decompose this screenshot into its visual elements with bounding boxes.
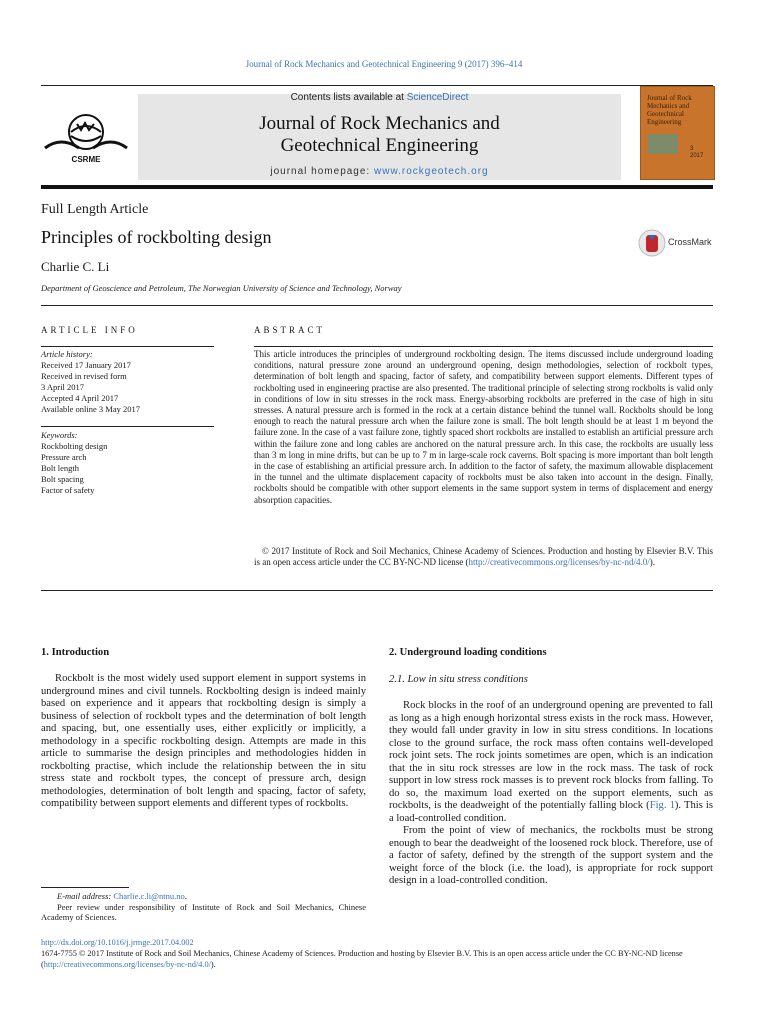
csrme-logo-icon xyxy=(41,110,131,166)
history-item: Received in revised form xyxy=(41,371,127,381)
article-info-rule xyxy=(41,346,214,347)
email-end: . xyxy=(184,891,187,901)
copyright-end: ). xyxy=(649,557,655,568)
history-item: 3 April 2017 xyxy=(41,382,84,392)
article-history xyxy=(41,349,214,415)
article-head-rule xyxy=(41,305,713,306)
footnote xyxy=(41,891,366,923)
author-email-link[interactable]: Charlie.c.li@ntnu.no xyxy=(113,891,185,901)
keywords-label: Keywords: xyxy=(41,430,78,440)
fig1-link[interactable]: Fig. 1 xyxy=(649,800,675,811)
history-item: Received 17 January 2017 xyxy=(41,360,131,370)
section1-body xyxy=(41,673,366,811)
history-item: Available online 3 May 2017 xyxy=(41,404,140,414)
cover-issue xyxy=(690,146,703,160)
bottom-info xyxy=(41,938,713,970)
abstract-rule xyxy=(254,346,713,347)
homepage-link[interactable]: www.rockgeotech.org xyxy=(374,166,489,177)
journal-title-line2: Geotechnical Engineering xyxy=(280,135,479,156)
doi-link[interactable]: http://dx.doi.org/10.1016/j.jrmge.2017.04.002 xyxy=(41,938,194,947)
header-rule-top xyxy=(41,85,713,86)
bottom-license-end: ). xyxy=(210,959,216,969)
section2-body xyxy=(389,700,713,888)
bottom-license-link[interactable]: http://creativecommons.org/licenses/by-nc-nd/4.0/ xyxy=(43,959,211,969)
homepage-line xyxy=(138,166,621,177)
article-author: Charlie C. Li xyxy=(41,259,110,274)
bottom-license-text: 1674-7755 © 2017 Institute of Rock and Soil Mechanics, Chinese Academy of Sciences. Production and hosting by Elsevier B.V. This is an open access article under the CC BY-NC-ND license ( xyxy=(41,948,683,969)
header-rule-thick xyxy=(41,185,713,189)
section2-paragraph-2: From the point of view of mechanics, the rockbolts must be strong enough to bear the deadweight of the loosened rock block. Therefore, use of a factor of safety, defined by the strength of the support system and the weight force of the block (i.e. the load), is appropriate for rock support design in a load-controlled condition. xyxy=(389,825,713,886)
abstract-text: This article introduces the principles of underground rockbolting design. The items discussed include underground loading conditions, natural pressure zone around an underground opening, design methodologies, selection of rockbolt types, determination of bolt length and spacing, factor of safety, and compatibility between support elements. Different types of rockbolting used in engineering practise are also presented. The traditional principle of selecting strong rockbolts is valid only in conditions of low in situ stresses in the rock mass. Energy-absorbing rockbolts are preferred in the case of high in situ stresses. A natural pressure arch is formed in the rock at a certain distance behind the tunnel wall. Rockbolts should be long enough to reach the natural pressure arch when the failure zone is small. The bolt length should be at least 1 m beyond the failure zone. In the case of a vast failure zone, tightly spaced short rockbolts are installed to establish an artificial pressure arch within the failure zone and long cables are anchored on the natural pressure arch. In this case, the rockbolts are usually less than 3 m long in mine drifts, but can be up to 7 m in large-scale rock caverns. Bolt spacing is more important than bolt length in the case of establishing an artificial pressure arch. In addition to the factor of safety, the maximum allowable displacement in the tunnel and the ultimate displacement capacity of rockbolts must be also taken into account in the design. Finally, rockbolts should be compatible with other support elements in the same support system in terms of displacement and energy absorption capacities. xyxy=(254,349,713,505)
email-label: E-mail address: xyxy=(57,891,114,901)
keywords-list xyxy=(41,430,214,496)
footnote-rule xyxy=(41,887,129,888)
license-link[interactable]: http://creativecommons.org/licenses/by-nc-nd/4.0/ xyxy=(468,557,650,568)
section1-heading: 1. Introduction xyxy=(41,647,110,658)
bottom-license-line xyxy=(41,949,713,971)
peer-review-note: Peer review under responsibility of Institute of Rock and Soil Mechanics, Chinese Academy of Sciences. xyxy=(41,901,366,922)
article-title: Principles of rockbolting design xyxy=(41,227,272,247)
section1-paragraph: Rockbolt is the most widely used support element in support systems in underground mines and civil tunnels. Rockbolting design is indeed mainly based on experience and it appears that rockbolting design is simply a business of selection of rockbolt types and the determination of bolt length and spacing, but, one essentially uses, either explicitly or implicitly, a methodology in a specific rockbolting design. Attempts are made in this article to summarise the design principles and methodologies hidden in rockbolting practise, which include the relationship between the in situ stress state and rockbolt types, the concept of pressure arch, design methodologies, determination of bolt length and spacing, factor of safety, compatibility between support elements and different types of rockbolts. xyxy=(41,673,366,809)
abstract-heading: ABSTRACT xyxy=(254,325,326,335)
homepage-prefix: journal homepage: xyxy=(270,166,374,177)
cover-photo xyxy=(648,134,678,154)
crossmark-icon xyxy=(638,229,666,257)
section2-subheading: 2.1. Low in situ stress conditions xyxy=(389,674,528,685)
section2-paragraph-1 xyxy=(389,700,713,825)
logo-text: CSRME xyxy=(71,155,101,164)
footnote-email-line xyxy=(41,891,366,902)
keyword-item: Factor of safety xyxy=(41,485,95,495)
crossmark-badge[interactable] xyxy=(638,229,720,259)
abstract-bottom-rule xyxy=(41,590,713,591)
journal-title xyxy=(138,113,621,157)
journal-reference[interactable]: Journal of Rock Mechanics and Geotechnical Engineering 9 (2017) 396–414 xyxy=(245,59,523,69)
journal-title-line1: Journal of Rock Mechanics and xyxy=(259,113,500,134)
cover-year: 2017 xyxy=(690,153,704,159)
crossmark-label: CrossMark xyxy=(668,237,712,247)
keyword-item: Bolt length xyxy=(41,463,80,473)
article-info-heading: ARTICLE INFO xyxy=(41,325,138,335)
keyword-item: Rockbolting design xyxy=(41,441,108,451)
keyword-item: Pressure arch xyxy=(41,452,87,462)
para1-end: ). This is a load-controlled condition. xyxy=(389,800,713,824)
contents-line xyxy=(138,92,621,103)
history-label: Article history: xyxy=(41,349,93,359)
abstract-copyright xyxy=(254,546,713,568)
author-affiliation: Department of Geoscience and Petroleum, The Norwegian University of Science and Technology, Norway xyxy=(41,283,402,293)
copyright-text: © 2017 Institute of Rock and Soil Mechanics, Chinese Academy of Sciences. Production and hosting by Elsevier B.V. This is an open access article under the CC BY-NC-ND license ( xyxy=(254,546,713,568)
keywords-rule xyxy=(41,426,214,427)
sciencedirect-link[interactable]: ScienceDirect xyxy=(406,92,469,103)
para1-text: Rock blocks in the roof of an underground opening are prevented to fall as long as a high enough horizontal stress exists in the rock mass. However, they would fall under gravity in low in situ stress conditions. In locations close to the ground surface, the rock mass often contains well-developed rock joint sets. The rock joints sometimes are open, which is an indication that the in situ rock stresses are low in the rock mass. The task of rock support in low stress rock masses is to prevent rock blocks from falling. To do so, the maximum load exerted on the support elements, such as rockbolts, is the deadweight of the potentially falling block ( xyxy=(389,700,713,811)
keyword-item: Bolt spacing xyxy=(41,474,84,484)
section2-heading: 2. Underground loading conditions xyxy=(389,647,547,658)
cover-title: Journal of Rock Mechanics and Geotechnical Engineering xyxy=(647,94,692,126)
history-item: Accepted 4 April 2017 xyxy=(41,393,119,403)
article-type: Full Length Article xyxy=(41,202,149,217)
cover-issue-number: 3 xyxy=(690,146,694,152)
contents-prefix: Contents lists available at xyxy=(290,92,407,103)
